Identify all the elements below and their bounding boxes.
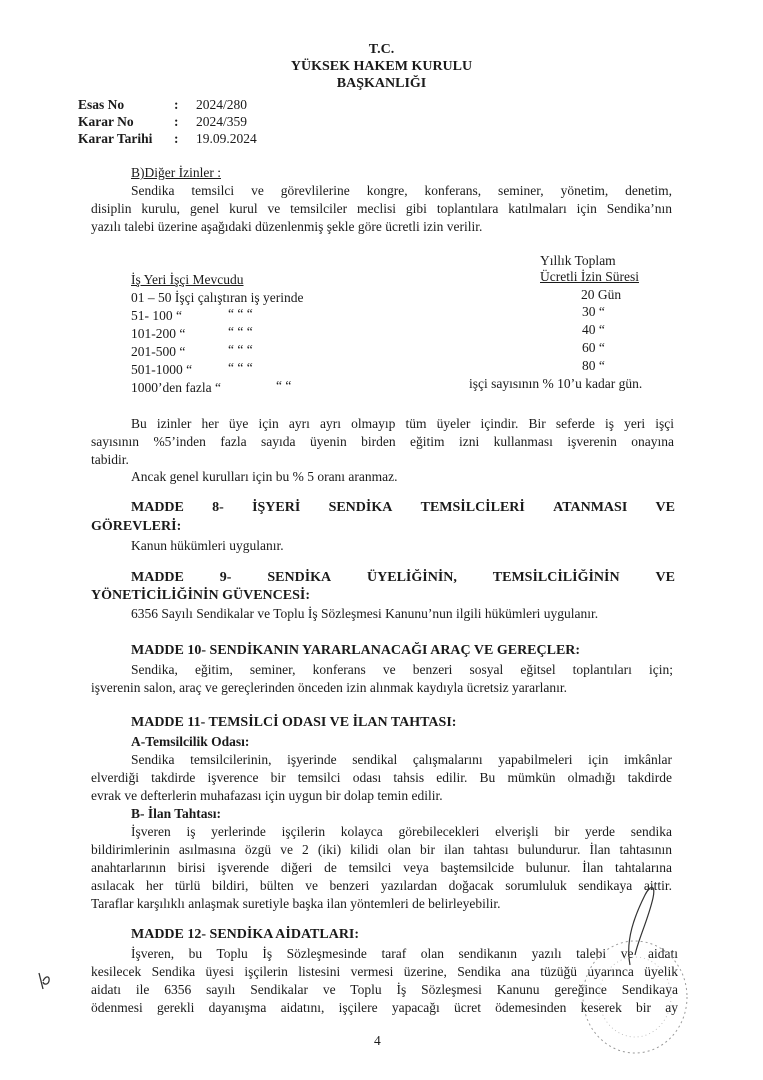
table-row-right: işçi sayısının % 10’u kadar gün. xyxy=(469,376,643,391)
table-col2-header-line1: Yıllık Toplam xyxy=(540,253,616,268)
madde9-title-line1 xyxy=(131,570,675,586)
madde11-para-b-line: bildirimlerinin asılmasına özgü ve 2 (iki) kilidi olan bir ilan tahtası bulundurur. İlan tahtasının xyxy=(91,842,672,857)
table-row-right: 30 “ xyxy=(582,304,605,319)
madde11-sub-a: A-Temsilcilik Odası: xyxy=(131,734,250,749)
madde8-word: VE xyxy=(655,500,675,515)
madde9-word: TEMSİLCİLİĞİNİN xyxy=(492,570,620,585)
madde11-para-b-line: İşveren iş yerlerinde işçilerin kolayca görebilecekleri elverişli bir yerde sendika xyxy=(131,824,672,839)
header-institution: YÜKSEK HAKEM KURULU xyxy=(290,59,473,74)
table-col1-header: İş Yeri İşçi Mevcudu xyxy=(131,272,244,287)
table-row-ditto: “ “ “ xyxy=(228,360,253,375)
meta-label-tarih: Karar Tarihi xyxy=(78,131,153,146)
izin-para-line: Bu izinler her üye için ayrı ayrı olmayıp tüm üyeler içindir. Bir seferde iş yeri işçi xyxy=(131,416,674,431)
meta-label-karar: Karar No xyxy=(78,114,134,129)
madde12-title: MADDE 12- SENDİKA AİDATLARI: xyxy=(131,927,360,942)
section-b-para-line: yazılı talebi üzerine aşağıdaki düzenlenmiş şekle göre ücretli izin verilir. xyxy=(91,219,483,234)
madde8-word: SENDİKA xyxy=(328,500,393,515)
madde10-title: MADDE 10- SENDİKANIN YARARLANACAĞI ARAÇ VE GEREÇLER: xyxy=(131,643,581,658)
meta-sep: : xyxy=(174,131,179,146)
madde8-word: 8- xyxy=(212,500,224,515)
madde9-word: MADDE xyxy=(131,570,184,585)
table-col2-header-line2: Ücretli İzin Süresi xyxy=(540,269,639,284)
section-b-para-line: Sendika temsilci ve görevlilerine kongre, konferans, seminer, yönetim, denetim, xyxy=(131,183,672,198)
izin-para2: Ancak genel kurulları için bu % 5 oranı aranmaz. xyxy=(131,469,398,484)
table-row-left: 1000’den fazla “ xyxy=(131,380,221,395)
izin-para-line: sayısının %5’inden fazla sayıda üyenin birden eğitim izni kullanması işverenin onayına xyxy=(91,434,674,449)
stamp-seal xyxy=(575,935,695,1060)
madde11-sub-b: B- İlan Tahtası: xyxy=(131,806,222,821)
madde11-para-b-line: asılacak her türlü bildiri, bülten ve benzeri yazılardan doğacak sorumluluk sendikaya aittir. xyxy=(91,878,672,893)
meta-label-esas: Esas No xyxy=(78,97,125,112)
section-b-title xyxy=(131,164,221,182)
madde10-para-line: Sendika, eğitim, seminer, konferans ve benzeri sosyal eğitsel toplantıları için; xyxy=(131,662,673,677)
madde9-word: ÜYELİĞİNİN, xyxy=(367,570,457,585)
madde9-word: VE xyxy=(655,570,675,585)
meta-sep: : xyxy=(174,97,179,112)
madde8-text: Kanun hükümleri uygulanır. xyxy=(131,538,284,553)
table-row-left: 01 – 50 İşçi çalıştıran iş yerinde xyxy=(131,290,304,305)
madde11-para-a-line: evrak ve defterlerin muhafazası için uygun bir dolap temin edilir. xyxy=(91,788,443,803)
section-b-para-line: disiplin kurulu, genel kurul ve temsilciler meclisi gibi toplantılara katılmaları için Sendika’nın xyxy=(91,201,672,216)
madde12-para-line: İşveren, bu Toplu İş Sözleşmesinde taraf olan sendikanın yazılı talebi ve aidatı xyxy=(131,946,678,961)
header-presidency: BAŞKANLIĞI xyxy=(336,76,427,91)
table-row-left: 51- 100 “ xyxy=(131,308,182,323)
madde11-para-a-line: elverdiği takdirde işverence bir temsilci odası tahsis edilir. Bu mümkün olmadığı takdirde xyxy=(91,770,672,785)
meta-sep: : xyxy=(174,114,179,129)
table-row-right: 40 “ xyxy=(582,322,605,337)
header-tc: T.C. xyxy=(368,42,395,57)
page-number: 4 xyxy=(374,1033,381,1048)
table-row-left: 501-1000 “ xyxy=(131,362,193,377)
meta-value-karar: 2024/359 xyxy=(196,114,248,129)
section-b-title-text: B)Diğer İzinler : xyxy=(131,165,221,180)
madde8-word: ATANMASI xyxy=(553,500,628,515)
madde8-title-line1 xyxy=(131,500,675,516)
madde8-word: İŞYERİ xyxy=(252,500,301,515)
madde10-para-line: işverenin salon, araç ve gereçlerinden önceden izin alınmak kaydıyla ücretsiz yararlanır. xyxy=(91,680,568,695)
madde12-para-line: kesilecek Sendika üyesi işçilerin listesini vermesi üzerine, Sendika ana tüzüğü uyarınca üyelik xyxy=(91,964,678,979)
madde11-para-b-line: anahtarlarının birisi işverende diğeri de temsilci veya baştemsilcide bulunur. İlan tahtalarına xyxy=(91,860,672,875)
madde9-text: 6356 Sayılı Sendikalar ve Toplu İş Sözleşmesi Kanunu’nun ilgili hükümleri uygulanır. xyxy=(131,606,599,621)
madde8-word: MADDE xyxy=(131,500,184,515)
izin-para-line: tabidir. xyxy=(91,452,129,467)
meta-value-tarih: 19.09.2024 xyxy=(196,131,257,146)
madde11-para-a-line: Sendika temsilcilerinin, işyerinde sendikal çalışmalarını yapabilmeleri için imkânlar xyxy=(131,752,672,767)
table-row-ditto: “ “ “ xyxy=(228,306,253,321)
madde12-para-line: ödenmesi gerekli dayanışma aidatını, işçilere yapacağı ücret ödemesinden keserek bir ay xyxy=(91,1000,678,1015)
table-row-right: 60 “ xyxy=(582,340,605,355)
madde9-title-line2: YÖNETİCİLİĞİNİN GÜVENCESİ: xyxy=(91,588,310,603)
madde8-word: TEMSİLCİLERİ xyxy=(420,500,525,515)
madde12-para-line: aidatı ile 6356 sayılı Sendikalar ve Toplu İş Sözleşmesi Kanunu gereğince Sendikaya xyxy=(91,982,678,997)
table-row-ditto: “ “ “ xyxy=(228,324,253,339)
madde8-title-line2: GÖREVLERİ: xyxy=(91,519,182,534)
madde9-word: SENDİKA xyxy=(267,570,332,585)
table-row-left: 101-200 “ xyxy=(131,326,186,341)
table-row-left: 201-500 “ xyxy=(131,344,186,359)
madde11-para-b-line: Taraflar karşılıklı anlaşmak suretiyle başka ilan yöntemleri de belirleyebilir. xyxy=(91,896,501,911)
madde11-title: MADDE 11- TEMSİLCİ ODASI VE İLAN TAHTASI: xyxy=(131,715,457,730)
table-row-right: 20 Gün xyxy=(581,287,622,302)
madde9-word: 9- xyxy=(219,570,232,585)
margin-initial-mark xyxy=(35,970,55,992)
table-row-ditto: “ “ xyxy=(276,378,292,393)
table-row-right: 80 “ xyxy=(582,358,605,373)
table-row-ditto: “ “ “ xyxy=(228,342,253,357)
meta-value-esas: 2024/280 xyxy=(196,97,248,112)
